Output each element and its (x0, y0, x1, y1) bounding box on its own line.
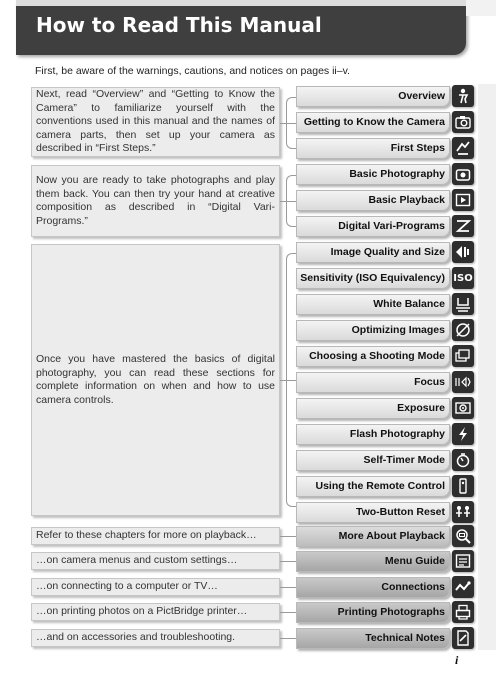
printer-icon[interactable] (452, 601, 474, 623)
description-box-getting-started (31, 87, 280, 157)
section-two-button-reset[interactable]: Two-Button Reset (296, 502, 450, 523)
section-image-quality[interactable]: Image Quality and Size (296, 242, 450, 263)
description-text: …and on accessories and troubleshooting. (36, 631, 236, 644)
header-bar (16, 0, 466, 55)
flash-icon[interactable] (452, 423, 474, 445)
description-box-connections (31, 578, 280, 596)
group-connector (280, 123, 296, 124)
description-box-playback (31, 527, 280, 545)
section-exposure[interactable]: Exposure (296, 398, 450, 419)
description-text: Next, read “Overview” and “Getting to Know the Camera” to familiarize yourself with the conventions used in this manual and the names of camera parts, then set up your camera as described in “First Steps.” (36, 88, 275, 155)
description-box-advanced (31, 244, 280, 516)
description-box-basics (31, 165, 280, 237)
self-timer-icon[interactable] (452, 449, 474, 471)
page-number: i (455, 653, 459, 667)
section-white-balance[interactable]: White Balance (296, 294, 450, 315)
menu-icon[interactable] (452, 550, 474, 572)
section-menu-guide[interactable]: Menu Guide (296, 551, 450, 572)
white-balance-icon[interactable] (452, 293, 474, 315)
playback-icon[interactable] (452, 189, 474, 211)
group-connector (280, 201, 296, 202)
description-box-printing (31, 603, 280, 621)
section-flash-photography[interactable]: Flash Photography (296, 424, 450, 445)
page-corner (466, 0, 496, 16)
camera-icon[interactable] (452, 111, 474, 133)
optimize-icon[interactable] (452, 319, 474, 341)
section-digital-vari-programs[interactable]: Digital Vari-Programs (296, 216, 450, 237)
section-shooting-mode[interactable]: Choosing a Shooting Mode (296, 346, 450, 367)
magnify-playback-icon[interactable] (452, 525, 474, 547)
group-connector (280, 380, 296, 381)
connections-icon[interactable] (452, 576, 474, 598)
section-more-about-playback[interactable]: More About Playback (296, 526, 450, 547)
iso-icon-text: ISO (453, 272, 473, 284)
description-text: …on connecting to a computer or TV… (36, 580, 218, 593)
reset-icon[interactable] (452, 501, 474, 523)
description-text: …on printing photos on a PictBridge printer… (36, 605, 248, 618)
description-text: Now you are ready to take photographs and play them back. You can then try your hand at creative composition as described in “Digital Vari-Programs.” (36, 174, 275, 227)
section-printing-photographs[interactable]: Printing Photographs (296, 602, 450, 623)
focus-icon[interactable] (452, 371, 474, 393)
connector (280, 612, 296, 613)
vari-program-icon[interactable] (452, 215, 474, 237)
connector (280, 536, 296, 537)
section-first-steps[interactable]: First Steps (296, 138, 450, 159)
iso-icon[interactable] (452, 267, 474, 289)
remote-icon[interactable] (452, 475, 474, 497)
section-focus[interactable]: Focus (296, 372, 450, 393)
section-getting-to-know-camera[interactable]: Getting to Know the Camera (296, 112, 450, 133)
edge-strip (478, 84, 496, 650)
image-quality-icon[interactable] (452, 241, 474, 263)
section-remote-control[interactable]: Using the Remote Control (296, 476, 450, 497)
section-overview[interactable]: Overview (296, 86, 450, 107)
overview-icon[interactable] (452, 85, 474, 107)
connector (280, 561, 296, 562)
shooting-mode-icon[interactable] (452, 345, 474, 367)
description-box-menus (31, 552, 280, 570)
basic-photography-icon[interactable] (452, 163, 474, 185)
section-iso-sensitivity[interactable]: Sensitivity (ISO Equivalency) (296, 268, 450, 289)
description-box-technical (31, 629, 280, 647)
first-steps-icon[interactable] (452, 137, 474, 159)
notes-icon[interactable] (452, 627, 474, 649)
section-basic-photography[interactable]: Basic Photography (296, 164, 450, 185)
section-optimizing-images[interactable]: Optimizing Images (296, 320, 450, 341)
description-text: Refer to these chapters for more on playback… (36, 529, 257, 542)
connector (280, 638, 296, 639)
intro-text: First, be aware of the warnings, cautions, and notices on pages ii–v. (35, 65, 350, 77)
connector (280, 587, 296, 588)
description-text: Once you have mastered the basics of digital photography, you can read these sections for complete information on when and how to use camera controls. (36, 353, 275, 406)
exposure-icon[interactable] (452, 397, 474, 419)
page-title: How to Read This Manual (36, 13, 322, 37)
section-self-timer[interactable]: Self-Timer Mode (296, 450, 450, 471)
description-text: …on camera menus and custom settings… (36, 554, 238, 567)
section-connections[interactable]: Connections (296, 577, 450, 598)
section-basic-playback[interactable]: Basic Playback (296, 190, 450, 211)
section-technical-notes[interactable]: Technical Notes (296, 628, 450, 649)
